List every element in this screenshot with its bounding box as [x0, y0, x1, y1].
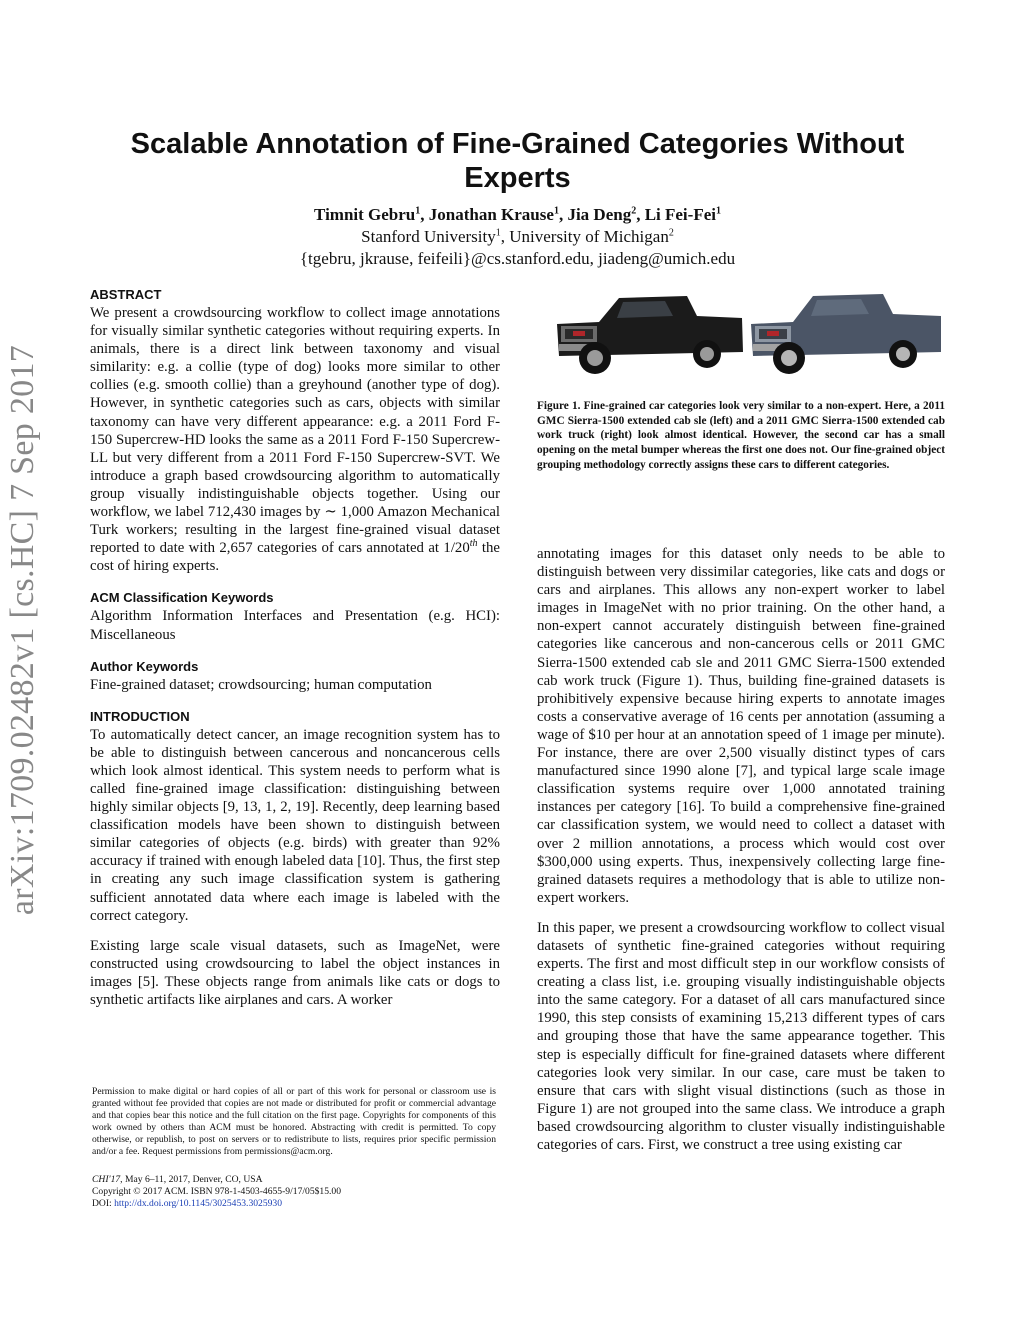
author-affiliation-mark: 1	[715, 205, 721, 217]
publication-meta	[92, 1174, 496, 1210]
author-name: Jonathan Krause	[428, 205, 554, 224]
abstract-text-end: the cost of hiring experts.	[90, 540, 500, 575]
left-column	[90, 286, 500, 1009]
doi-label: DOI:	[92, 1198, 115, 1209]
grey-truck-image	[751, 294, 941, 374]
introduction-paragraph-2: Existing large scale visual datasets, such as ImageNet, were constructed using crowdsourcing to label the object instances in images [5]. These objects range from animals like cats or dogs to synthetic artifacts like airplanes and cars. A worker	[90, 937, 500, 1008]
permission-notice: Permission to make digital or hard copies of all or part of this work for personal or classroom use is granted without fee provided that copies are not made or distributed for profit or commercial advantage and that copies bear this notice and the full citation on the first page. Copyrights for components of this work owned by others than ACM must be honored. Abstracting with credit is permitted. To copy otherwise, or republish, to post on servers or to redistribute to lists, requires prior specific permission and/or a fee. Request permissions from permissions@acm.org.	[92, 1086, 496, 1157]
affiliation: Stanford University	[361, 227, 496, 246]
keywords-heading: Author Keywords	[90, 658, 199, 674]
conference-name: CHI'17	[92, 1174, 121, 1185]
figure-1	[537, 282, 945, 382]
abstract-heading: ABSTRACT	[90, 287, 162, 302]
author-name: Li Fei-Fei	[644, 205, 716, 224]
doi-line	[92, 1198, 496, 1210]
affiliations: Stanford University$^1$, University of Michigan$^2$	[361, 227, 674, 246]
introduction-paragraph-1: To automatically detect cancer, an image recognition system has to be able to distinguish between cancerous and noncancerous cells which look almost identical. This system needs to perform what is called fine-grained image classification: distinguishing between highly similar objects [9, 13, 1, 2, 19]. Recently, deep learning based classification models have been shown to distinguish between similar categories of objects (e.g. birds) with greater than 92% accuracy if trained with enough labeled data [10]. Thus, the first step in creating any such image classification system is gathering sufficient annotated data where each image is labeled with the correct category.	[90, 726, 500, 924]
acm-heading: ACM Classification Keywords	[90, 590, 274, 606]
copyright-line: Copyright © 2017 ACM. ISBN 978-1-4503-4655-9/17/05$15.00	[92, 1186, 342, 1197]
abstract-text-main: We present a crowdsourcing workflow to collect image annotations for visually similar synthetic categories without requiring experts. In animals, there is a direct link between taxonomy and visual similarity: e.g. a collie (type of dog) looks more similar to other collies (e.g. smooth collie) than a greyhound (another type of dog). However, in synthetic categories such as cars, objects with similar taxonomy can have very different appearance: e.g. a 2011 Ford F-150 Supercrew-HD looks the same as a 2011 Ford F-150 Supercrew-LL but very different from a 2011 Ford F-150 Supercrew-SVT. We introduce a graph based crowdsourcing algorithm to automatically group visually indistinguishable objects together. Using our workflow, we label 712,430 images by ∼ 1,000 Amazon Mechanical Turk workers; resulting in the largest fine-grained visual dataset reported to date with 2,657 categories of cars annotated at 1/20	[90, 305, 500, 557]
acm-text: Algorithm Information Interfaces and Presentation (e.g. HCI): Miscellaneous	[90, 608, 500, 643]
author-affiliation-mark: 1	[415, 205, 421, 217]
black-truck-image	[557, 296, 743, 374]
conference-details: , May 6–11, 2017, Denver, CO, USA	[120, 1174, 263, 1185]
doi-link[interactable]: http://dx.doi.org/10.1145/3025453.3025930	[114, 1198, 283, 1209]
author-block	[100, 204, 935, 270]
right-paragraph-1: annotating images for this dataset only needs to be able to distinguish between very dissimilar categories, like cats and dogs or cars and airplanes. This allows any non-expert worker to label images in ImageNet with no prior training. On the other hand, a non-expert cannot accurately distinguish between fine-grained categories like cancerous and non-cancerous cells or 2011 GMC Sierra-1500 extended cab sle and 2011 GMC Sierra-1500 extended cab work truck (Figure 1). Thus, building fine-grained datasets is prohibitively expensive because hiring experts to annotate images costs a conservative average of 16 cents per annotation (assuming a wage of $10 per hour at an annotation speed of 1 image per minute). For instance, there are over 2,500 visually distinct types of cars manufactured since 1990 alone [7], and typical large scale image classification systems require over 1,000 annotated training instances per category [16]. To build a comprehensive fine-grained car classification system, we would need to collect a dataset with over 2 million annotations, a process which would cost over $300,000 using experts. Thus, inexpensively collecting large fine-grained datasets requires a methodology that is able to utilize non-expert workers.	[537, 546, 945, 906]
abstract-text	[90, 304, 500, 575]
author-names: Timnit Gebru$^1$, Jonathan Krause$^1$, Jia Deng$^2$, Li Fei-Fei$^1$	[314, 205, 721, 224]
conference-line	[92, 1174, 496, 1186]
figure-1-caption: Figure 1. Fine-grained car categories look very similar to a non-expert. Here, a 2011 GMC Sierra-1500 extended cab sle (left) and a 2011 GMC Sierra-1500 extended cab work truck (right) look almost identical. However, the second car has a small opening on the metal bumper whereas the first one does not. Our fine-grained object grouping methodology correctly assigns these cars to different categories.	[537, 400, 945, 471]
author-name: Jia Deng	[567, 205, 632, 224]
truck-photo-pair	[537, 282, 945, 382]
arxiv-stamp	[4, 300, 42, 960]
right-column	[537, 545, 945, 1154]
abstract-superscript: th	[469, 538, 478, 550]
author-affiliation-mark: 2	[631, 205, 637, 217]
right-paragraph-2: In this paper, we present a crowdsourcing workflow to collect visual datasets of synthetic fine-grained categories without requiring experts. The first and most difficult step in our workflow consists of creating a class list, i.e. grouping visually indistinguishable objects into the same category. For a dataset of all cars manufactured since 1990, this step consists of examining 15,213 different types of cars and grouping those that have the same appearance together. This step is especially difficult for fine-grained datasets where different categories look very similar. In our case, care must be taken to ensure that cars with slight visual distinctions (such as those in Figure 1) are not grouped into the same class. We introduce a graph based crowdsourcing algorithm to cluster visually indistinguishable categories of cars. First, we construct a tree using existing car	[537, 919, 945, 1153]
paper-title: Scalable Annotation of Fine-Grained Categories Without Experts	[130, 128, 905, 194]
author-emails: {tgebru, jkrause, feifeili}@cs.stanford.edu, jiadeng@umich.edu	[299, 249, 736, 268]
affiliation-mark: 1	[495, 227, 501, 239]
introduction-heading: INTRODUCTION	[90, 708, 190, 724]
affiliation-mark: 2	[668, 227, 674, 239]
keywords-text: Fine-grained dataset; crowdsourcing; human computation	[90, 676, 432, 693]
author-affiliation-mark: 1	[553, 205, 559, 217]
affiliation: University of Michigan	[509, 227, 669, 246]
author-name: Timnit Gebru	[314, 205, 416, 224]
arxiv-stamp-text: arXiv:1709.02482v1 [cs.HC] 7 Sep 2017	[4, 344, 41, 916]
